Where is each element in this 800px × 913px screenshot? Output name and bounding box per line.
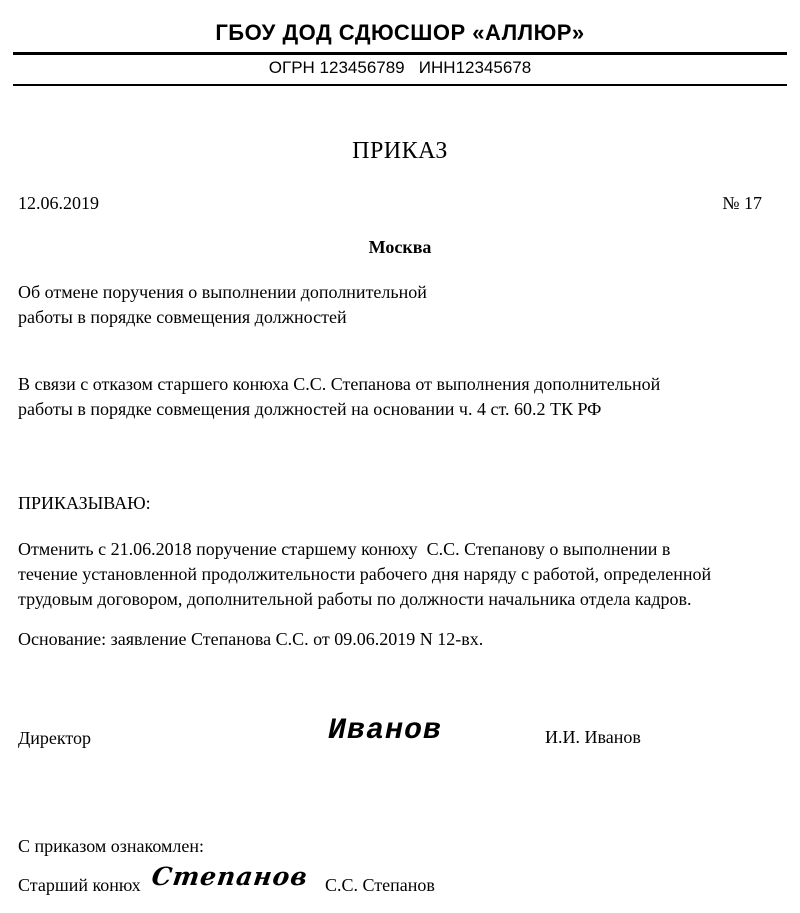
order-body-line: Отменить с 21.06.2018 поручение старшему конюху С.С. Степанову о выполнении в xyxy=(18,539,671,559)
employee-name: С.С. Степанов xyxy=(325,875,435,895)
document-number: № 17 xyxy=(722,193,762,213)
preamble-line: работы в порядке совмещения должностей на основании ч. 4 ст. 60.2 ТК РФ xyxy=(18,399,602,419)
subject-line: Об отмене поручения о выполнении дополнительной xyxy=(18,282,427,302)
preamble-line: В связи с отказом старшего конюха С.С. Степанова от выполнения дополнительной xyxy=(18,374,661,394)
command-word: ПРИКАЗЫВАЮ: xyxy=(18,493,151,513)
document-title: ПРИКАЗ xyxy=(352,138,448,164)
director-job-title: Директор xyxy=(18,728,92,748)
order-body-line: течение установленной продолжительности рабочего дня наряду с работой, определенной xyxy=(18,564,712,584)
subject-line: работы в порядке совмещения должностей xyxy=(18,307,347,327)
header-divider-top xyxy=(13,52,787,55)
employee-job-title: Старший конюх xyxy=(18,875,141,895)
header-divider-bottom xyxy=(13,84,787,86)
order-body-line: трудовым договором, дополнительной работы по должности начальника отдела кадров. xyxy=(18,589,692,609)
employee-signature: Степанов xyxy=(149,862,310,891)
subject-paragraph xyxy=(18,280,790,330)
acknowledgement-label: С приказом ознакомлен: xyxy=(18,836,205,856)
preamble-paragraph xyxy=(18,372,790,422)
org-name: ГБОУ ДОД СДЮСШОР «АЛЛЮР» xyxy=(215,20,585,45)
org-requisites: ОГРН 123456789 ИНН12345678 xyxy=(268,58,532,77)
director-signature: Иванов xyxy=(328,714,443,748)
document-date: 12.06.2019 xyxy=(18,193,99,213)
date-number-row xyxy=(18,193,762,214)
director-name: И.И. Иванов xyxy=(545,727,641,747)
basis-line: Основание: заявление Степанова С.С. от 09.06.2019 N 12-вх. xyxy=(18,629,484,649)
document-city: Москва xyxy=(368,237,432,257)
order-body-paragraph xyxy=(18,537,790,612)
